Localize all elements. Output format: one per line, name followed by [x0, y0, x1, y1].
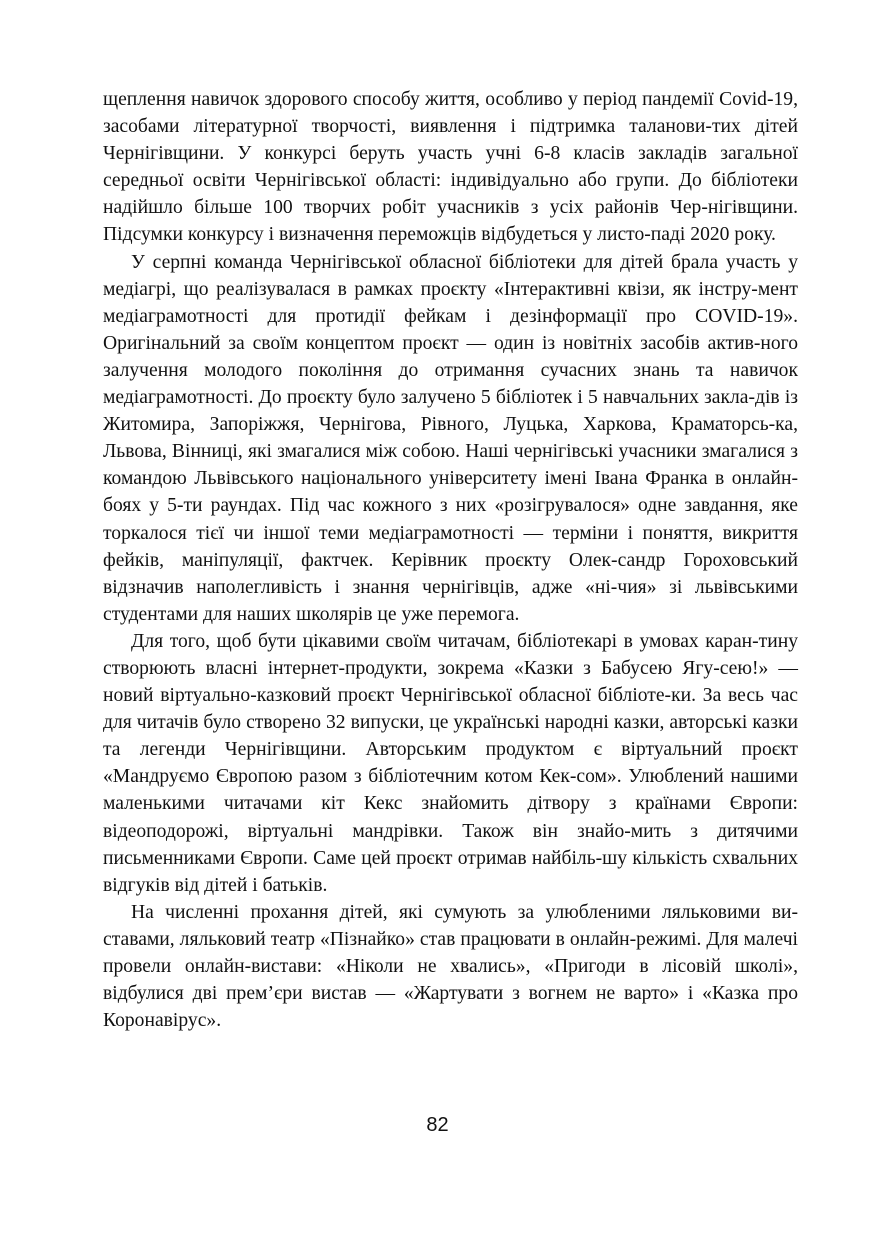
text-line: чия» зі львівськими студентами для наших школярів це уже перемога.: [103, 576, 798, 625]
text-line: нігівщини. Підсумки конкурсу і визначення переможців відбудеться у листо-: [103, 197, 798, 246]
text-line: паді 2020 року.: [650, 224, 776, 246]
text-line: тих дітей Чернігівщини. У конкурсі беруть участь учні 6-8 класів закладів: [103, 116, 798, 165]
text-line: ка, Львова, Вінниці, які змагалися між собою. Наші чернігівські учасники: [103, 414, 798, 463]
text-line: щеплення навичок здорового способу життя, особливо у період пандемії: [103, 89, 714, 110]
text-line: медіаграмотності. До проєкту було залучено 5 бібліотек і 5 навчальних закла-: [103, 387, 755, 409]
text-line: ного залучення молодого покоління до отримання сучасних знань та навичок: [103, 332, 798, 381]
text-line: з країнами Європи: відеоподорожі, віртуальні мандрівки. Також він знайо-: [103, 793, 798, 842]
text-line: ставами, ляльковий театр «Пізнайко» став працювати в онлайн-режимі. Для: [103, 928, 739, 950]
text-line: і поняття, викриття фейків, маніпуляції, фактчек. Керівник проєкту Олек-: [103, 522, 798, 571]
text-line: мить з дитячими письменниками Європи. Саме цей проєкт отримав найбіль-: [103, 820, 798, 869]
paragraph-4: [103, 899, 798, 1034]
text-line: У серпні команда Чернігівської обласної бібліотеки для дітей брала участь: [131, 251, 781, 273]
text-line: Оригінальний за своїм концептом проєкт — один із новітніх засобів актив-: [103, 332, 761, 354]
text-line: школі», відбулися дві прем’єри вистав — «Жартувати з вогнем не варто» і: [103, 956, 798, 1005]
text-line: малечі провели онлайн-вистави: «Ніколи не хвались», «Пригоди в лісовій: [103, 928, 798, 977]
text-line: шу кількість схвальних відгуків від дітей і батьків.: [103, 847, 798, 896]
text-line: Франка в онлайн-боях у 5-ти раундах. Під час кожного з них «розігрувалося»: [103, 468, 798, 517]
text-line: казки, авторські казки та легенди Чернігівщини. Авторським продуктом є: [103, 712, 798, 761]
page-body: [103, 86, 798, 1034]
text-line: сею!» — новий віртуально-казковий проєкт Чернігівської обласної бібліоте-: [103, 657, 798, 707]
text-line: Covid-19, засобами літературної творчості, виявлення і підтримка таланови-: [103, 89, 798, 138]
text-line: сандр Гороховський відзначив наполегливість і знання чернігівців, адже «ні-: [103, 549, 798, 598]
paragraph-2: [103, 249, 798, 628]
text-line: змагалися з командою Львівського національного університету імені Івана: [103, 441, 798, 490]
text-line: ки. За весь час для читачів було створено 32 випуски, це українські народні: [103, 685, 798, 734]
text-line: загальної середньої освіти Чернігівської області: індивідуально або групи. До: [103, 143, 798, 192]
text-line: бібліотеки надійшло більше 100 творчих робіт учасників з усіх районів Чер-: [103, 170, 798, 219]
text-line: тину створюють власні інтернет-продукти, зокрема «Казки з Бабусею Ягу-: [103, 630, 798, 679]
text-line: На численні прохання дітей, які сумують за улюбленими ляльковими ви-: [131, 901, 798, 923]
text-line: мент медіаграмотності для протидії фейкам і дезінформації про COVID-19».: [103, 278, 798, 327]
paragraph-3: [103, 628, 798, 899]
text-line: Для того, щоб бути цікавими своїм читачам, бібліотекарі в умовах каран-: [131, 630, 759, 652]
text-line: одне завдання, яке торкалося тієї чи іншої теми медіаграмотності — терміни: [103, 495, 798, 544]
text-line: сом». Улюблений нашими маленькими читачами кіт Кекс знайомить дітвору: [103, 766, 798, 815]
paragraph-1: [103, 86, 798, 249]
text-line: «Казка про Коронавірус».: [103, 983, 798, 1032]
page-number: 82: [426, 1114, 449, 1136]
text-line: у медіагрі, що реалізувалася в рамках проєкту «Інтерактивні квізи, як інстру-: [103, 251, 798, 300]
text-line: віртуальний проєкт «Мандруємо Європою разом з бібліотечним котом Кек-: [103, 739, 798, 788]
text-line: дів із Житомира, Запоріжжя, Чернігова, Рівного, Луцька, Харкова, Краматорсь-: [103, 387, 799, 436]
